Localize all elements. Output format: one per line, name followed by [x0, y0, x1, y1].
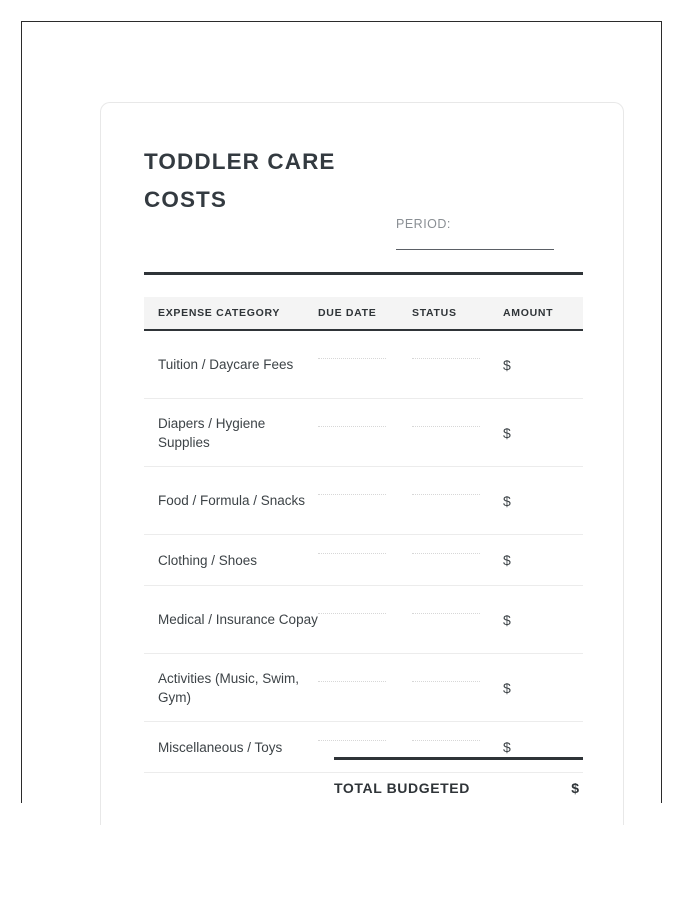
status-write-line	[412, 553, 480, 554]
table-row	[144, 399, 583, 467]
due-date-input[interactable]	[318, 613, 404, 627]
status-write-line	[412, 681, 480, 682]
status-input[interactable]	[404, 426, 487, 440]
table-row	[144, 654, 583, 722]
total-section	[334, 757, 583, 802]
status-input[interactable]	[404, 681, 487, 695]
due-date-input[interactable]	[318, 553, 404, 567]
period-field-group	[396, 217, 554, 250]
due-date-write-line	[318, 681, 386, 682]
worksheet-card	[100, 102, 624, 825]
status-input[interactable]	[404, 740, 487, 754]
status-write-line	[412, 613, 480, 614]
expense-table	[144, 297, 583, 773]
worksheet-content	[144, 143, 583, 796]
table-row	[144, 535, 583, 586]
due-date-write-line	[318, 740, 386, 741]
column-header-category: EXPENSE CATEGORY	[158, 307, 281, 319]
table-row	[144, 331, 583, 399]
total-amount-input[interactable]: $	[571, 780, 579, 796]
due-date-write-line	[318, 494, 386, 495]
table-row	[144, 586, 583, 654]
table-header-row	[144, 297, 583, 331]
sheet-header	[144, 143, 583, 233]
due-date-write-line	[318, 613, 386, 614]
period-label: PERIOD:	[396, 217, 451, 231]
period-input-line[interactable]	[396, 249, 554, 250]
expense-category-label: Activities (Music, Swim, Gym)	[158, 670, 300, 705]
expense-category-label: Tuition / Daycare Fees	[158, 357, 294, 372]
amount-input[interactable]: $	[503, 611, 511, 628]
expense-category-label: Clothing / Shoes	[158, 552, 258, 568]
column-header-due-date: DUE DATE	[318, 307, 377, 319]
status-write-line	[412, 426, 480, 427]
amount-input[interactable]: $	[503, 552, 511, 568]
due-date-input[interactable]	[318, 494, 404, 508]
status-write-line	[412, 494, 480, 495]
table-row	[144, 467, 583, 535]
amount-input[interactable]: $	[503, 424, 511, 441]
expense-category-label: Food / Formula / Snacks	[158, 493, 306, 508]
amount-input[interactable]: $	[503, 492, 511, 509]
expense-category-label: Diapers / Hygiene Supplies	[158, 415, 266, 450]
amount-input[interactable]: $	[503, 356, 511, 373]
column-header-amount: AMOUNT	[503, 307, 554, 319]
expense-category-label: Medical / Insurance Copay	[158, 612, 318, 627]
due-date-write-line	[318, 358, 386, 359]
column-header-status: STATUS	[412, 307, 457, 319]
due-date-input[interactable]	[318, 426, 404, 440]
total-label: TOTAL BUDGETED	[334, 780, 470, 796]
expense-category-label: Miscellaneous / Toys	[158, 739, 283, 755]
amount-input[interactable]: $	[503, 679, 511, 696]
page-title: TODDLER CARE COSTS	[144, 149, 336, 212]
due-date-write-line	[318, 553, 386, 554]
status-write-line	[412, 740, 480, 741]
status-input[interactable]	[404, 358, 487, 372]
status-input[interactable]	[404, 613, 487, 627]
status-input[interactable]	[404, 494, 487, 508]
amount-input[interactable]: $	[503, 739, 511, 755]
due-date-input[interactable]	[318, 358, 404, 372]
due-date-write-line	[318, 426, 386, 427]
due-date-input[interactable]	[318, 740, 404, 754]
document-frame	[21, 21, 662, 803]
status-input[interactable]	[404, 553, 487, 567]
due-date-input[interactable]	[318, 681, 404, 695]
title-divider	[144, 272, 583, 275]
status-write-line	[412, 358, 480, 359]
total-row	[334, 760, 583, 802]
